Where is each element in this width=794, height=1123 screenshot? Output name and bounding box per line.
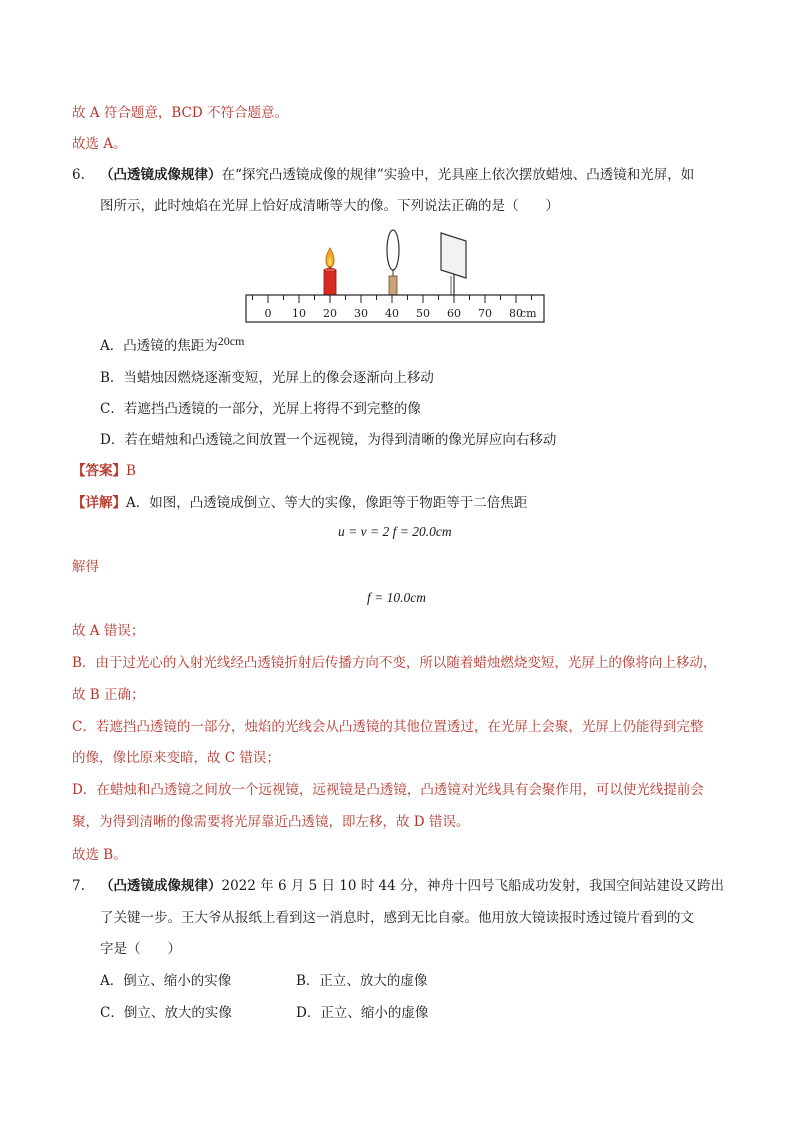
question-text: 字是（ ）: [100, 941, 181, 957]
option-d: D．正立、缩小的虚像: [296, 1005, 429, 1021]
question-text: 了关键一步。王大爷从报纸上看到这一消息时，感到无比自豪。他用放大镜读报时透过镜片看到的文: [100, 910, 694, 926]
ruler-tick-label: 20: [323, 307, 337, 320]
screen-icon: [441, 233, 466, 295]
option-d: D．若在蜡烛和凸透镜之间放置一个远视镜，为得到清晰的像光屏应向右移动: [100, 432, 557, 448]
question-text: [100, 166, 694, 184]
ruler-tick-label: 10: [292, 307, 306, 320]
answer-value: B: [126, 463, 136, 479]
detail-tag: 【详解】: [72, 495, 126, 511]
option-a-label: A．凸透镜的焦距为: [100, 338, 218, 354]
text-line: 聚，为得到清晰的像需要将光屏靠近凸透镜，即左移，故 D 错误。: [72, 814, 470, 830]
text-line: 故选 A。: [72, 136, 127, 152]
option-b: B．正立、放大的虚像: [296, 973, 428, 989]
question-text: 图所示，此时烛焰在光屏上恰好成清晰等大的像。下列说法正确的是（ ）: [100, 198, 559, 214]
question-number: 7.: [72, 878, 85, 894]
ruler-tick-label: 0: [264, 307, 272, 320]
question-text: [100, 877, 724, 895]
option-c: C．倒立、放大的实像: [100, 1005, 232, 1021]
question-body: 2022 年 6 月 5 日 10 时 44 分，神舟十四号飞船成功发射，我国空间站建设又跨出: [221, 878, 725, 894]
option-a: A．倒立、缩小的实像: [100, 973, 232, 989]
text-line: 的像，像比原来变暗，故 C 错误；: [72, 750, 280, 766]
option-a-value: 20cm: [217, 334, 245, 348]
text-line: 故选 B。: [72, 847, 127, 863]
detail-text: A．如图，凸透镜成倒立、等大的实像，像距等于物距等于二倍焦距: [126, 495, 528, 511]
text-line: C．若遮挡凸透镜的一部分，烛焰的光线会从凸透镜的其他位置透过，在光屏上会聚，光屏上仍能得到完整: [72, 719, 704, 735]
text-line: D．在蜡烛和凸透镜之间放一个远视镜，远视镜是凸透镜，凸透镜对光线具有会聚作用，可以使光线提前会: [72, 782, 704, 798]
detail-line: [72, 494, 527, 512]
lens-icon: [387, 230, 399, 295]
text-line: B．由于过光心的入射光线经凸透镜折射后传播方向不变，所以随着蜡烛燃烧变短，光屏上的像将向上移动，: [72, 655, 717, 671]
equation-1: u = v = 2 f = 20.0cm: [338, 524, 452, 539]
ruler-tick-label: 40: [385, 307, 399, 320]
ruler-tick-label: 80: [509, 307, 523, 320]
optical-bench-figure: [244, 228, 548, 328]
ruler-tick-label: 70: [478, 307, 492, 320]
option-a: [100, 334, 245, 355]
equation-2: f = 10.0cm: [367, 590, 426, 605]
answer-tag: 【答案】: [72, 463, 126, 479]
text-line: 故 B 正确；: [72, 687, 145, 703]
candle-icon: [324, 248, 336, 295]
text-line: 解得: [72, 559, 99, 575]
ruler-tick-label: 30: [354, 307, 368, 320]
question-tag: （凸透镜成像规律）: [100, 167, 222, 183]
option-c: C．若遮挡凸透镜的一部分，光屏上将得不到完整的像: [100, 401, 421, 417]
ruler-tick-label: 60: [447, 307, 461, 320]
option-b: B．当蜡烛因燃烧逐渐变短，光屏上的像会逐渐向上移动: [100, 370, 434, 386]
question-body: 在“探究凸透镜成像的规律”实验中，光具座上依次摆放蜡烛、凸透镜和光屏，如: [221, 167, 695, 183]
ruler-tick-label: 50: [416, 307, 430, 320]
question-number: 6.: [72, 167, 85, 183]
text-line: 故 A 错误；: [72, 623, 145, 639]
ruler-unit-label: cm: [520, 307, 537, 320]
answer-line: [72, 462, 136, 480]
ruler: [246, 295, 544, 322]
question-tag: （凸透镜成像规律）: [100, 878, 222, 894]
text-line: 故 A 符合题意，BCD 不符合题意。: [72, 105, 288, 121]
